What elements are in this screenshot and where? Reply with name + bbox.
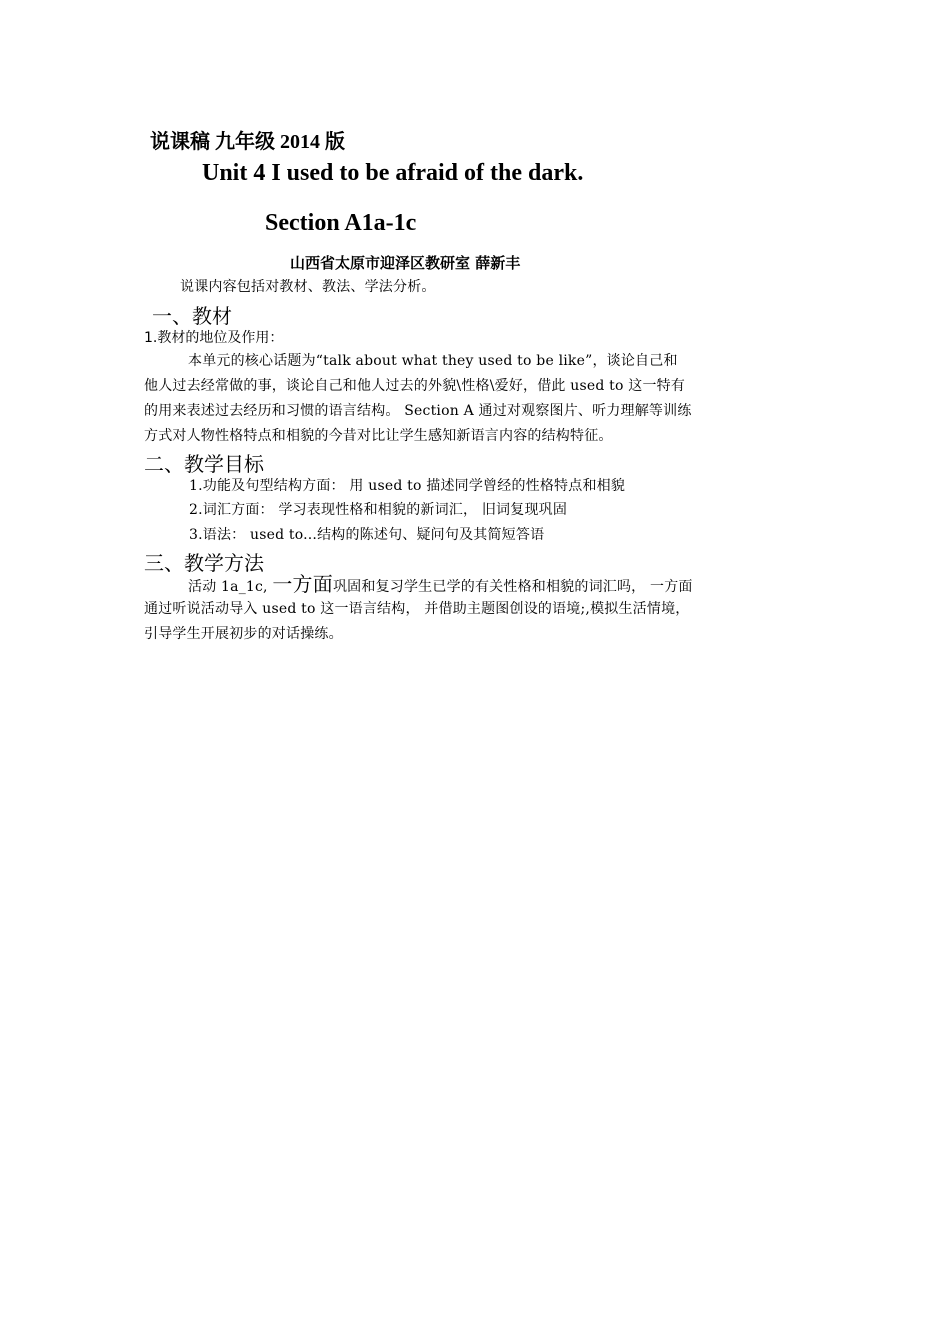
- heading-teaching-material: 一、教材: [152, 304, 232, 328]
- methods-text: 巩固和复习学生已学的有关性格和相貌的词汇吗， 一方面: [332, 579, 693, 595]
- paragraph-line: [144, 572, 824, 597]
- paragraph-line: 本单元的核心话题为“talk about what they used to be like”，谈论自己和: [188, 353, 678, 369]
- methods-paragraph: [144, 572, 824, 647]
- author-line: 山西省太原市迎泽区教研室 薛新丰: [290, 254, 521, 272]
- subheading-material-role: 1.教材的地位及作用：: [144, 330, 284, 346]
- goal-item: 2.词汇方面： 学习表现性格和相貌的新词汇， 旧词复现巩固: [189, 502, 568, 518]
- methods-text: 活动 1a_1c,: [188, 579, 273, 595]
- paragraph-line: 通过听说活动导入 used to 这一语言结构， 并借助主题图创设的语境;,模拟生活情境，: [144, 601, 690, 617]
- paragraph-line: 引导学生开展初步的对话操练。: [144, 626, 343, 642]
- heading-teaching-goals: 二、教学目标: [144, 452, 264, 476]
- paragraph-line: 他人过去经常做的事，谈论自己和他人过去的外貌\性格\爱好，借此 used to 这一特有: [144, 378, 686, 394]
- lesson-title: 说课稿 九年级 2014 版: [150, 131, 345, 153]
- heading-teaching-methods: 三、教学方法: [144, 551, 264, 575]
- goal-item: 3.语法： used to...结构的陈述句、疑问句及其简短答语: [189, 527, 545, 543]
- paragraph-line: 的用来表述过去经历和习惯的语言结构。 Section A 通过对观察图片、听力理解等训练: [144, 403, 692, 419]
- unit-title: Unit 4 I used to be afraid of the dark.: [202, 160, 584, 186]
- material-paragraph: [144, 350, 814, 450]
- goal-item: 1.功能及句型结构方面： 用 used to 描述同学曾经的性格特点和相貌: [189, 478, 626, 494]
- paragraph-line: 方式对人物性格特点和相貌的今昔对比让学生感知新语言内容的结构特征。: [144, 428, 613, 444]
- methods-emphasis: 一方面: [272, 572, 333, 596]
- section-title: Section A1a-1c: [265, 210, 417, 236]
- intro-text: 说课内容包括对教材、教法、学法分析。: [180, 279, 436, 295]
